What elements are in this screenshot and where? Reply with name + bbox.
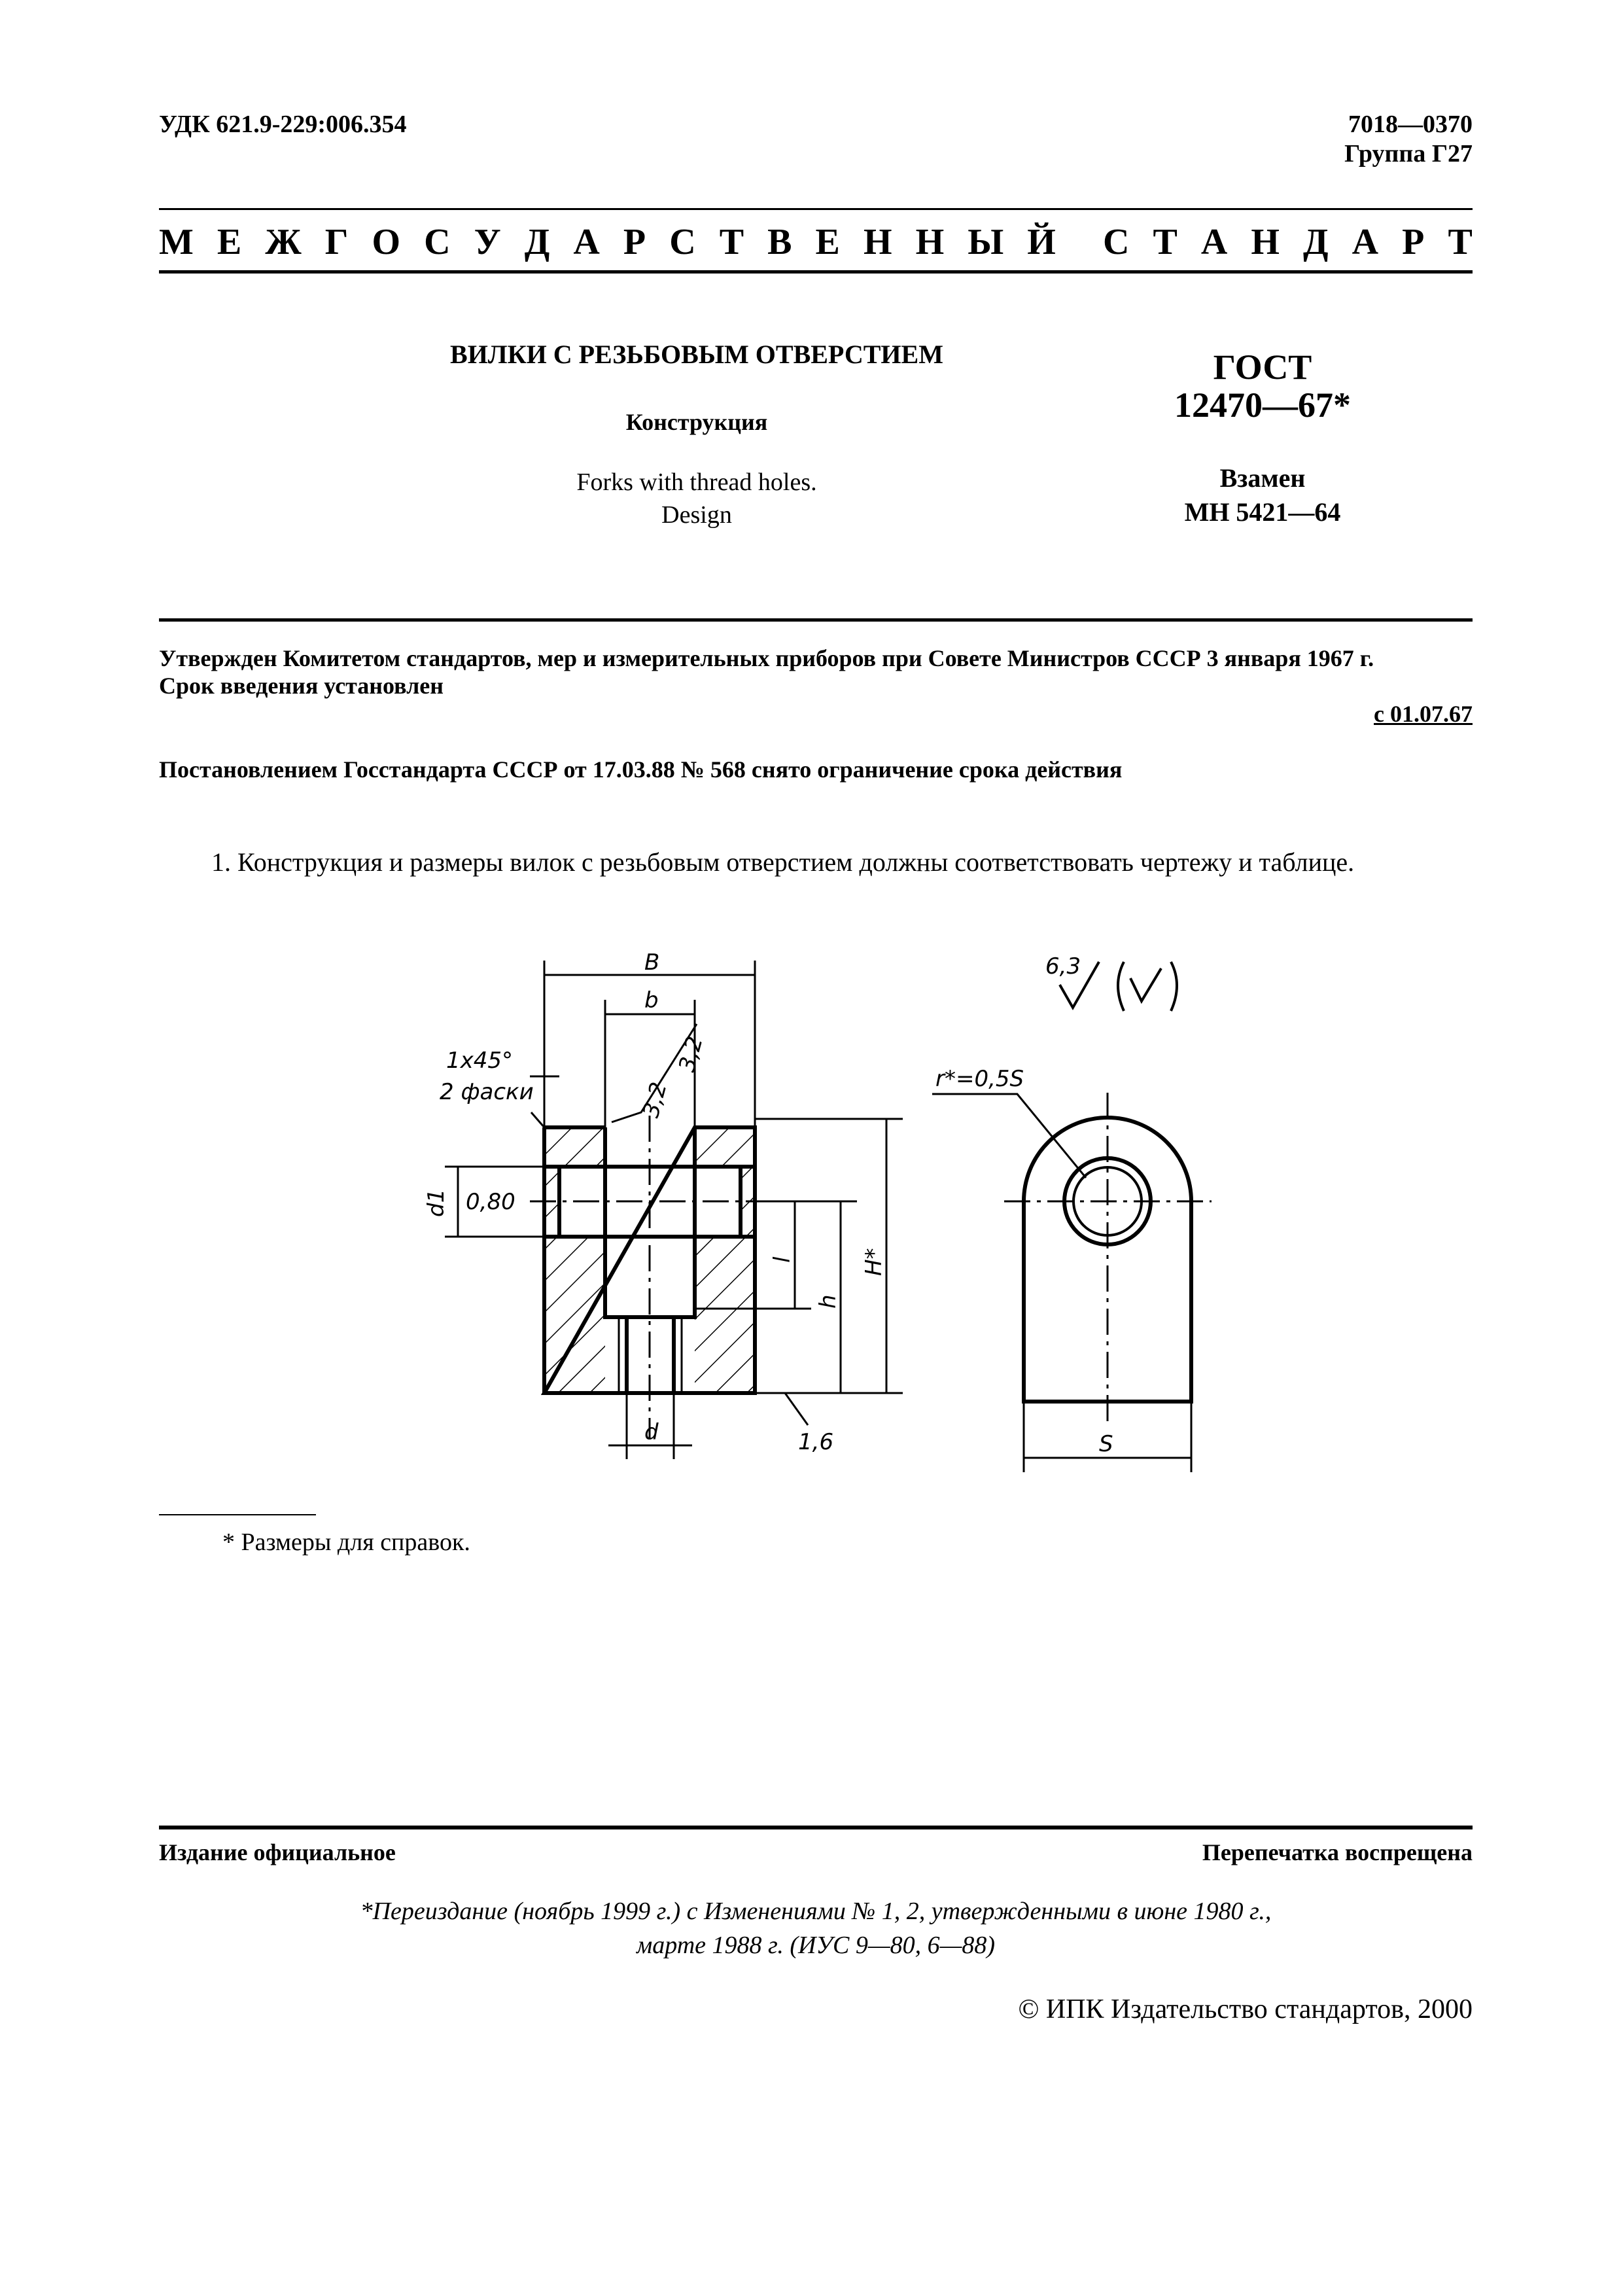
approval-line: Утвержден Комитетом стандартов, мер и измерительных приборов при Совете Министров СССР 3 января 1967 г. [159, 645, 1374, 671]
replaces-label: Взамен [1219, 463, 1306, 493]
banner-letter: А [573, 222, 600, 262]
dim-B: B [644, 949, 660, 976]
banner-letter: Т [1448, 222, 1473, 262]
roughness-0-80: 0,80 [466, 1189, 515, 1215]
roughness-symbol-general [1045, 953, 1177, 1011]
dim-h: h [815, 1294, 841, 1309]
chamfer-label-1: 1x45° [446, 1048, 514, 1074]
banner-letter: О [372, 222, 401, 262]
banner-letter: Т [719, 222, 744, 262]
banner-letter: А [1200, 222, 1228, 262]
document-code: 7018—0370 [1348, 111, 1473, 138]
banner-letter: Р [1402, 222, 1425, 262]
replaces-code: МН 5421—64 [1184, 497, 1341, 527]
document-title: ВИЛКИ С РЕЗЬБОВЫМ ОТВЕРСТИЕМ [450, 340, 943, 369]
banner-letter: Р [623, 222, 646, 262]
banner-letter: А [1352, 222, 1379, 262]
roughness-1-6: 1,6 [798, 1429, 834, 1455]
banner-letter: С [1102, 222, 1130, 262]
dim-d: d [644, 1419, 659, 1445]
banner-letter: Н [915, 222, 945, 262]
english-title-line2: Design [661, 501, 732, 529]
footnote-rule [159, 1514, 316, 1515]
resolution-text: Постановлением Госстандарта СССР от 17.03.88 № 568 снято ограничение срока действия [159, 756, 1123, 783]
banner-letter: Ж [265, 222, 302, 262]
document-subtitle: Конструкция [625, 409, 768, 435]
banner-letter: У [474, 222, 501, 262]
udk-code: УДК 621.9-229:006.354 [159, 111, 407, 138]
banner-letter: Е [815, 222, 840, 262]
banner-letter: Т [1153, 222, 1178, 262]
dim-l: l [769, 1256, 795, 1263]
banner-letter: С [424, 222, 451, 262]
banner-letter: Ы [968, 222, 1004, 262]
footnote: * Размеры для справок. [222, 1528, 470, 1556]
radius-label: r*=0,5S [935, 1066, 1024, 1092]
official-edition: Издание официальное [159, 1839, 396, 1865]
banner-letter: М [159, 222, 194, 262]
banner-letter: С [669, 222, 696, 262]
dim-S: S [1099, 1431, 1113, 1457]
reissue-note [159, 1894, 1473, 1962]
banner-letter: Д [524, 222, 550, 262]
footer-rule [159, 1826, 1473, 1829]
effective-date: с 01.07.67 [1374, 701, 1473, 727]
reissue-line1: *Переиздание (ноябрь 1999 г.) с Изменениями № 1, 2, утвержденными в июне 1980 г., [360, 1898, 1272, 1925]
paragraph-1: 1. Конструкция и размеры вилок с резьбовым отверстием должны соответствовать чертежу и таблице. [211, 847, 1355, 877]
english-title-line1: Forks with thread holes. [576, 468, 817, 496]
dim-d1: d1 [423, 1188, 449, 1217]
effective-date-label: Срок введения установлен [159, 673, 444, 699]
gost-code: 12470—67* [1174, 385, 1351, 425]
gost-label: ГОСТ [1213, 347, 1312, 387]
copyright: © ИПК Издательство стандартов, 2000 [1018, 1994, 1473, 2024]
reissue-line2: марте 1988 г. (ИУС 9—80, 6—88) [636, 1932, 996, 1959]
banner-letter: Д [1303, 222, 1329, 262]
section-view [530, 1116, 769, 1439]
banner-letter: Й [1027, 222, 1056, 262]
side-view [932, 1066, 1212, 1472]
dim-b: b [644, 987, 659, 1014]
banner-letter: Е [217, 222, 242, 262]
group-code: Группа Г27 [1344, 140, 1473, 168]
roughness-3-2-a: 3,2 [638, 1079, 672, 1121]
dim-H: H* [861, 1248, 887, 1276]
roughness-6-3: 6,3 [1045, 953, 1081, 980]
banner-letter: Н [1251, 222, 1280, 262]
banner-letter: Г [324, 222, 349, 262]
banner-letter: Н [863, 222, 892, 262]
banner-letter: В [767, 222, 792, 262]
roughness-3-2-b: 3,2 [674, 1033, 708, 1075]
chamfer-label-2: 2 фаски [440, 1079, 534, 1105]
reprint-prohibited: Перепечатка воспрещена [1202, 1839, 1473, 1865]
